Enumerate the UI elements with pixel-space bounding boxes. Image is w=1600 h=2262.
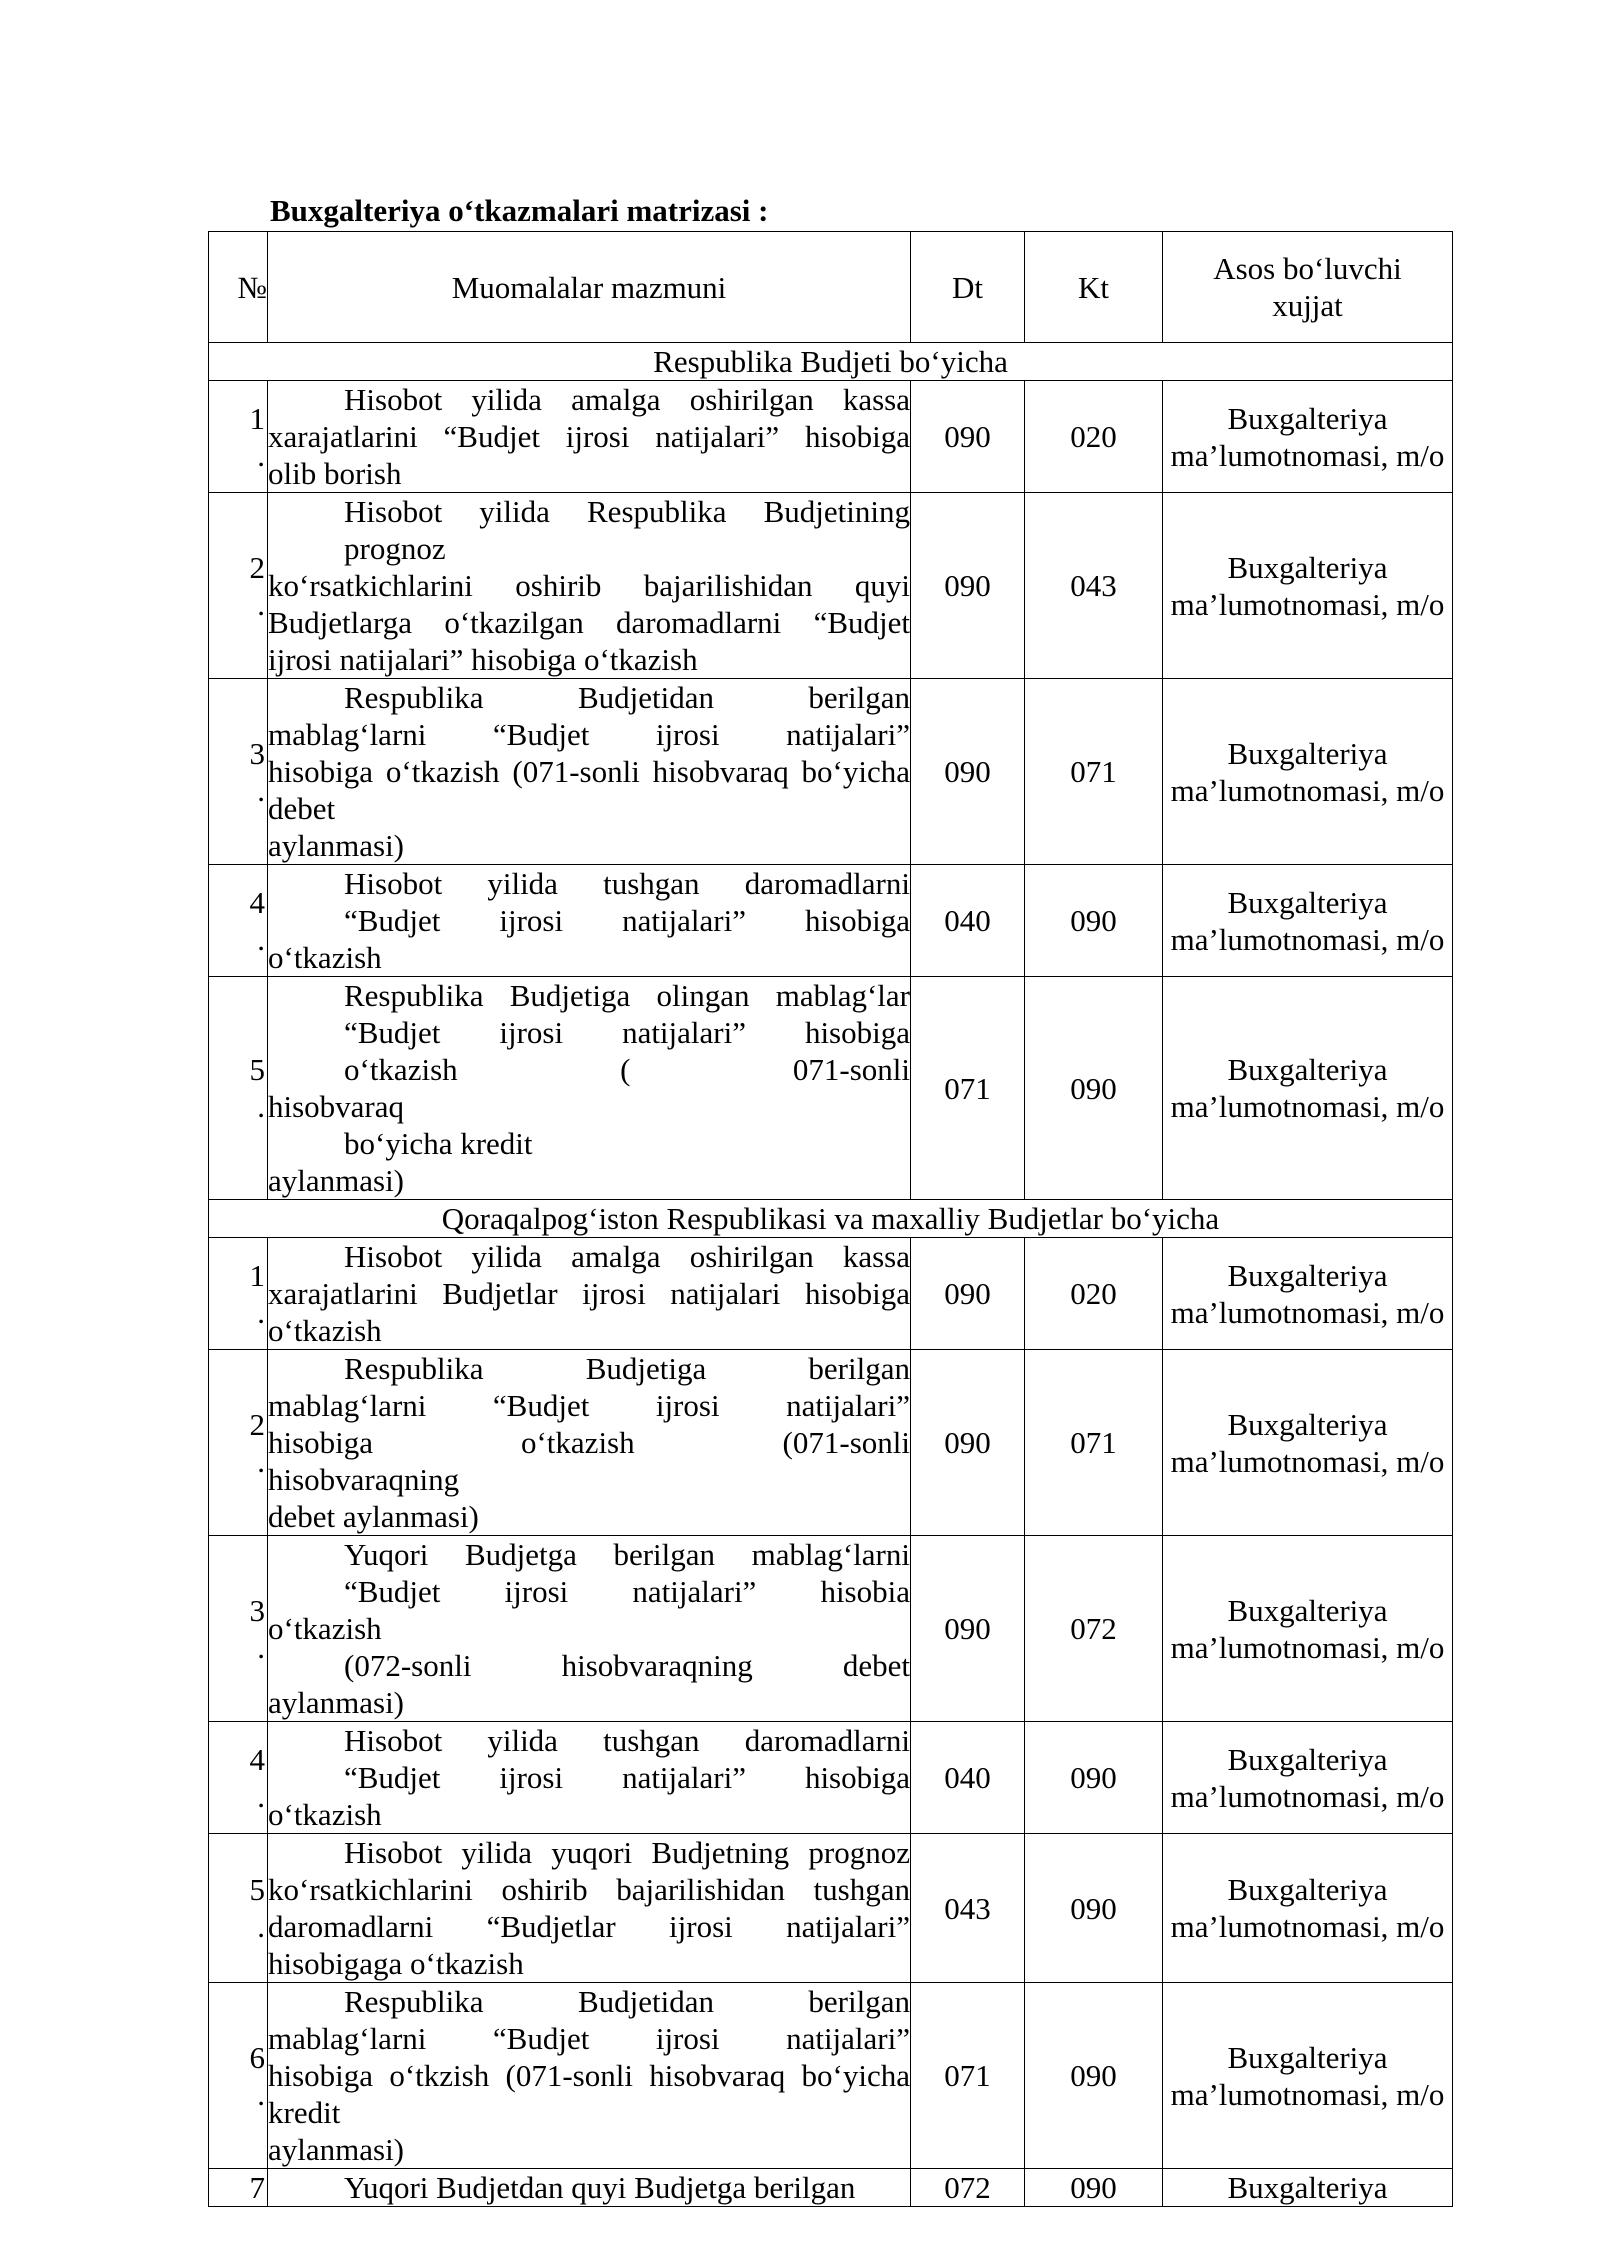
text-line: ijrosi natijalari” hisobiga o‘tkazish (268, 642, 698, 677)
text-line: Hisobot yilida yuqori Budjetning prognoz (344, 1835, 910, 1870)
text-line: Hisobot yilida Respublika Budjetining prognoz (344, 494, 910, 566)
text-line: “Budjet ijrosi natijalari” hisobiga (344, 903, 910, 938)
row-number-cell (209, 1722, 268, 1834)
row-number-cell (209, 1350, 268, 1536)
debit-account: 090 (911, 381, 1025, 493)
header-basis-document: Asos bo‘luvchi xujjat (1163, 232, 1453, 343)
text-line: Hisobot yilida tushgan daromadlarni (344, 866, 910, 901)
text-line: mablag‘larni “Budjet ijrosi natijalari” (268, 717, 910, 752)
debit-account: 090 (911, 1536, 1025, 1722)
text-line: Hisobot yilida amalga oshirilgan kassa (344, 1239, 910, 1274)
text-line: o‘tkazish (268, 1313, 382, 1348)
row-number: 7 (249, 2170, 265, 2205)
table-row (209, 1238, 1453, 1350)
operation-content (268, 1722, 911, 1834)
operation-content (268, 1983, 911, 2169)
table-row (209, 493, 1453, 679)
basis-document: Buxgalteriya ma’lumotnomasi, m/o (1163, 1722, 1453, 1834)
credit-account: 090 (1025, 865, 1163, 977)
row-number-cell (209, 679, 268, 865)
document-title: Buxgalteriya o‘tkazmalari matrizasi : (270, 193, 769, 228)
section-header-row (209, 343, 1453, 381)
debit-account: 071 (911, 1983, 1025, 2169)
row-number: 6 . (249, 2039, 265, 2112)
debit-account: 090 (911, 493, 1025, 679)
text-line: Respublika Budjetiga olingan mablag‘lar (344, 978, 910, 1013)
row-number: 5 . (249, 1872, 265, 1944)
text-line: Respublika Budjetidan berilgan (344, 1984, 910, 2019)
debit-account: 043 (911, 1834, 1025, 1983)
credit-account: 090 (1025, 977, 1163, 1200)
text-line: hisobigaga o‘tkazish (268, 1946, 524, 1981)
debit-account: 090 (911, 679, 1025, 865)
credit-account: 071 (1025, 1350, 1163, 1536)
basis-document: Buxgalteriya ma’lumotnomasi, m/o (1163, 1536, 1453, 1722)
credit-account: 020 (1025, 1238, 1163, 1350)
section-title: Respublika Budjeti bo‘yicha (209, 343, 1453, 381)
row-number: 2 . (249, 549, 265, 622)
text-line: aylanmasi) (268, 828, 405, 863)
credit-account: 090 (1025, 1722, 1163, 1834)
row-number: 1 . (249, 1257, 265, 1330)
text-line: aylanmasi) (268, 1163, 405, 1198)
operation-content (268, 1834, 911, 1983)
text-line: Budjetlarga o‘tkazilgan daromadlarni “Budjet (268, 605, 910, 640)
text-line: aylanmasi) (268, 2132, 405, 2167)
debit-account: 040 (911, 1722, 1025, 1834)
text-line: mablag‘larni “Budjet ijrosi natijalari” (268, 1388, 910, 1423)
operation-content (268, 1238, 911, 1350)
text-line: o‘tkazish (268, 1797, 382, 1832)
basis-document: Buxgalteriya ma’lumotnomasi, m/o (1163, 1350, 1453, 1536)
text-line: hisobvaraqning (268, 1462, 460, 1497)
basis-document: Buxgalteriya ma’lumotnomasi, m/o (1163, 1238, 1453, 1350)
header-debit: Dt (911, 232, 1025, 343)
text-line: (072-sonli hisobvaraqning debet (344, 1648, 910, 1683)
text-line: xarajatlarini “Budjet ijrosi natijalari” hisobiga (268, 419, 910, 454)
section-header-row (209, 1200, 1453, 1238)
text-line: o‘tkazish ( 071-sonli (344, 1052, 910, 1087)
credit-account: 020 (1025, 381, 1163, 493)
credit-account: 090 (1025, 1834, 1163, 1983)
credit-account: 072 (1025, 1536, 1163, 1722)
row-number-cell (209, 2169, 268, 2207)
text-line: Respublika Budjetiga berilgan (344, 1351, 910, 1386)
text-line: ko‘rsatkichlarini oshirib bajarilishidan quyi (268, 568, 910, 603)
table-row (209, 1350, 1453, 1536)
debit-account: 071 (911, 977, 1025, 1200)
operation-content (268, 1536, 911, 1722)
text-line: debet aylanmasi) (268, 1499, 479, 1534)
table-row (209, 1536, 1453, 1722)
basis-document: Buxgalteriya ma’lumotnomasi, m/o (1163, 865, 1453, 977)
operation-content (268, 1350, 911, 1536)
basis-document: Buxgalteriya ma’lumotnomasi, m/o (1163, 1834, 1453, 1983)
text-line: bo‘yicha kredit (344, 1126, 533, 1161)
header-number: № (209, 232, 268, 343)
table-row (209, 1722, 1453, 1834)
basis-document: Buxgalteriya ma’lumotnomasi, m/o (1163, 493, 1453, 679)
debit-account: 090 (911, 1350, 1025, 1536)
debit-account: 040 (911, 865, 1025, 977)
table-row (209, 865, 1453, 977)
transactions-matrix-table (208, 231, 1453, 2207)
row-number: 3 . (249, 1592, 265, 1665)
row-number: 3 . (249, 735, 265, 808)
basis-document: Buxgalteriya (1163, 2169, 1453, 2207)
text-line: hisobiga o‘tkzish (071-sonli hisobvaraq bo‘yicha kredit (268, 2058, 910, 2130)
text-line: debet (268, 791, 336, 826)
text-line: olib borish (268, 456, 402, 491)
operation-content (268, 679, 911, 865)
row-number: 4 . (249, 884, 265, 957)
row-number-cell (209, 1983, 268, 2169)
table-row (209, 1834, 1453, 1983)
row-number-cell (209, 865, 268, 977)
row-number: 5 . (249, 1052, 265, 1124)
text-line: “Budjet ijrosi natijalari” hisobia (344, 1574, 910, 1609)
row-number-cell (209, 1536, 268, 1722)
operation-content (268, 2169, 911, 2207)
text-line: hisobiga o‘tkazish (071-sonli hisobvaraq bo‘yicha (268, 754, 910, 789)
text-line: daromadlarni “Budjetlar ijrosi natijalari” (268, 1909, 910, 1944)
text-line: hisobvaraq (268, 1089, 405, 1124)
section-title: Qoraqalpog‘iston Respublikasi va maxalliy Budjetlar bo‘yicha (209, 1200, 1453, 1238)
table-row (209, 977, 1453, 1200)
text-line: o‘tkazish (268, 1611, 382, 1646)
text-line: o‘tkazish (268, 940, 382, 975)
row-number: 4 . (249, 1741, 265, 1814)
row-number-cell (209, 1834, 268, 1983)
row-number: 2 . (249, 1406, 265, 1479)
basis-document: Buxgalteriya ma’lumotnomasi, m/o (1163, 977, 1453, 1200)
text-line: Hisobot yilida tushgan daromadlarni (344, 1723, 910, 1758)
row-number: 1 . (249, 400, 265, 473)
text-line: hisobiga o‘tkazish (071-sonli (268, 1425, 910, 1460)
row-number-cell (209, 493, 268, 679)
operation-content (268, 493, 911, 679)
basis-document: Buxgalteriya ma’lumotnomasi, m/o (1163, 1983, 1453, 2169)
text-line: Yuqori Budjetga berilgan mablag‘larni (344, 1537, 910, 1572)
header-credit: Kt (1025, 232, 1163, 343)
credit-account: 043 (1025, 493, 1163, 679)
table-row (209, 2169, 1453, 2207)
debit-account: 090 (911, 1238, 1025, 1350)
header-content: Muomalalar mazmuni (268, 232, 911, 343)
table-row (209, 381, 1453, 493)
basis-document: Buxgalteriya ma’lumotnomasi, m/o (1163, 679, 1453, 865)
text-line: ko‘rsatkichlarini oshirib bajarilishidan tushgan (268, 1872, 910, 1907)
text-line: mablag‘larni “Budjet ijrosi natijalari” (268, 2021, 910, 2056)
credit-account: 090 (1025, 1983, 1163, 2169)
row-number-cell (209, 1238, 268, 1350)
operation-content (268, 381, 911, 493)
operation-content (268, 865, 911, 977)
basis-document: Buxgalteriya ma’lumotnomasi, m/o (1163, 381, 1453, 493)
table-row (209, 1983, 1453, 2169)
table-row (209, 679, 1453, 865)
text-line: Respublika Budjetidan berilgan (344, 680, 910, 715)
text-line: Hisobot yilida amalga oshirilgan kassa (344, 382, 910, 417)
table-header-row (209, 232, 1453, 343)
credit-account: 071 (1025, 679, 1163, 865)
text-line: Yuqori Budjetdan quyi Budjetga berilgan (344, 2170, 856, 2205)
row-number-cell (209, 381, 268, 493)
row-number-cell (209, 977, 268, 1200)
text-line: “Budjet ijrosi natijalari” hisobiga (344, 1760, 910, 1795)
operation-content (268, 977, 911, 1200)
text-line: “Budjet ijrosi natijalari” hisobiga (344, 1015, 910, 1050)
credit-account: 090 (1025, 2169, 1163, 2207)
text-line: xarajatlarini Budjetlar ijrosi natijalari hisobiga (268, 1276, 910, 1311)
text-line: aylanmasi) (268, 1685, 405, 1720)
debit-account: 072 (911, 2169, 1025, 2207)
table-body (209, 343, 1453, 2207)
